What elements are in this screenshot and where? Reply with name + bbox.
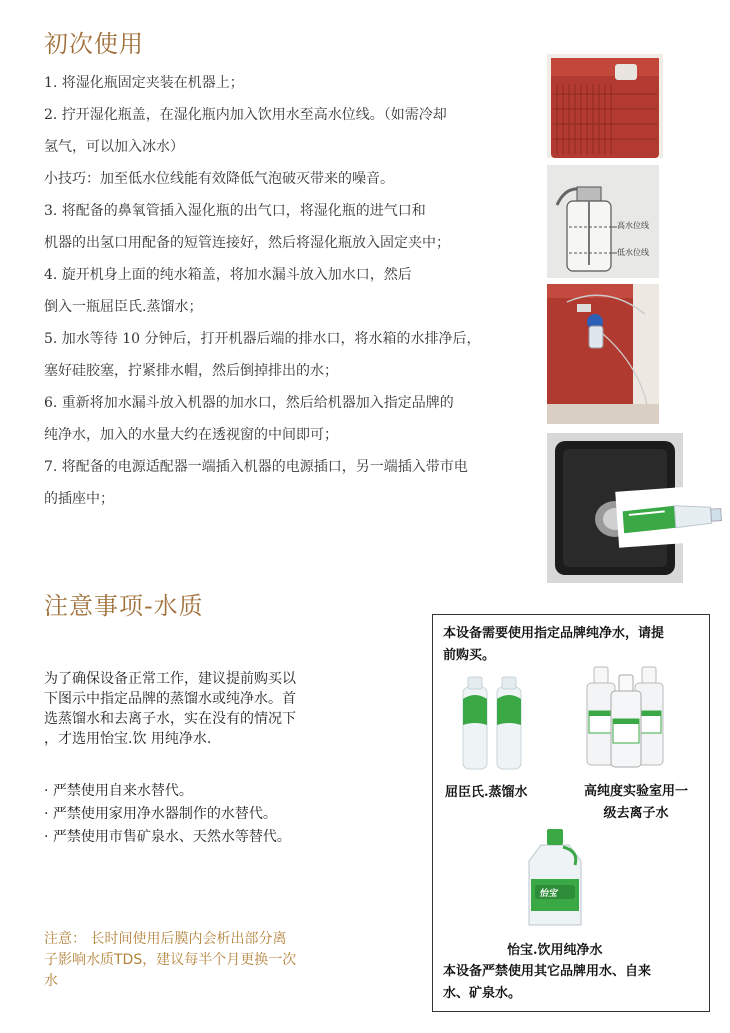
step-line: 的插座中； [44,491,114,507]
deionized-water-bottles-image [583,661,673,769]
note-line: 水 [44,973,58,989]
low-water-label: 低水位线 [617,248,649,257]
water-quality-paragraph [44,669,374,749]
high-water-label: 高水位线 [617,221,649,230]
note-line: 子影响水质TDS，建议每半个月更换一次 [44,952,297,968]
watsons-distilled-bottles-image [451,673,531,773]
label-watsons-distilled: 屈臣氏.蒸馏水 [445,785,528,800]
step-line: 4. 旋开机身上面的纯水箱盖，将加水漏斗放入加水口，然后 [44,267,412,283]
prohibition-bullet: · 严禁使用家用净水器制作的水替代。 [44,806,277,822]
box-text-line: 本设备严禁使用其它品牌用水、自来 [443,964,652,979]
step-line: 倒入一瓶屈臣氏.蒸馏水； [44,299,203,315]
label-line: 高纯度实验室用一 [583,784,688,799]
tip-line: 小技巧：加至低水位线能有效降低气泡破灭带来的噪音。 [44,171,394,187]
bottle-brand-text: 怡宝 [539,889,558,899]
paragraph-line: ，才选用怡宝.饮 用纯净水. [44,731,212,747]
paragraph-line: 下图示中指定品牌的蒸馏水或纯净水。首 [44,691,296,707]
machine-top-photo [547,54,663,158]
label-cestbon: 怡宝.饮用纯净水 [507,943,603,958]
box-text-line: 本设备需要使用指定品牌纯净水，请提 [443,626,665,641]
water-brand-box [432,614,710,1012]
box-text-line: 水、矿泉水。 [443,986,522,1001]
step-line: 1. 将湿化瓶固定夹装在机器上； [44,75,244,91]
paragraph-line: 为了确保设备正常工作，建议提前购买以 [44,671,296,687]
box-text-line: 前购买。 [443,648,496,663]
label-line: 级去离子水 [603,806,669,821]
step-line: 氢气，可以加入冰水） [44,139,184,155]
prohibition-bullet: · 严禁使用市售矿泉水、天然水等替代。 [44,829,291,845]
step-line: 机器的出氢口用配备的短管连接好，然后将湿化瓶放入固定夹中； [44,235,450,251]
paragraph-line: 选蒸馏水和去离子水，实在没有的情况下 [44,711,296,727]
prohibition-bullet: · 严禁使用自来水替代。 [44,783,193,799]
machine-with-humidifier-photo [547,284,659,424]
step-line: 7. 将配备的电源适配器一端插入机器的电源插口，另一端插入带市电 [44,459,468,475]
section-title-water-quality: 注意事项-水质 [44,592,204,620]
step-line: 2. 拧开湿化瓶盖，在湿化瓶内加入饮用水至高水位线。（如需冷却 [44,107,447,123]
maintenance-note [44,929,374,992]
humidifier-bottle-diagram [547,165,659,278]
label-deionized-water [573,781,699,825]
step-line: 5. 加水等待 10 分钟后，打开机器后端的排水口，将水箱的水排净后， [44,331,481,347]
step-line: 塞好硅胶塞，拧紧排水帽，然后倒掉排出的水； [44,363,338,379]
watsons-bottle-pouring-image [613,474,730,556]
note-line: 注意： 长时间使用后膜内会析出部分离 [44,931,287,947]
cestbon-large-bottle-image [523,825,587,929]
box-bottom-warning [443,961,705,1005]
step-line: 6. 重新将加水漏斗放入机器的加水口，然后给机器加入指定品牌的 [44,395,454,411]
section-title-first-use: 初次使用 [44,30,144,58]
step-line: 3. 将配备的鼻氧管插入湿化瓶的出气口，将湿化瓶的进气口和 [44,203,426,219]
step-line: 纯净水，加入的水量大约在透视窗的中间即可； [44,427,338,443]
